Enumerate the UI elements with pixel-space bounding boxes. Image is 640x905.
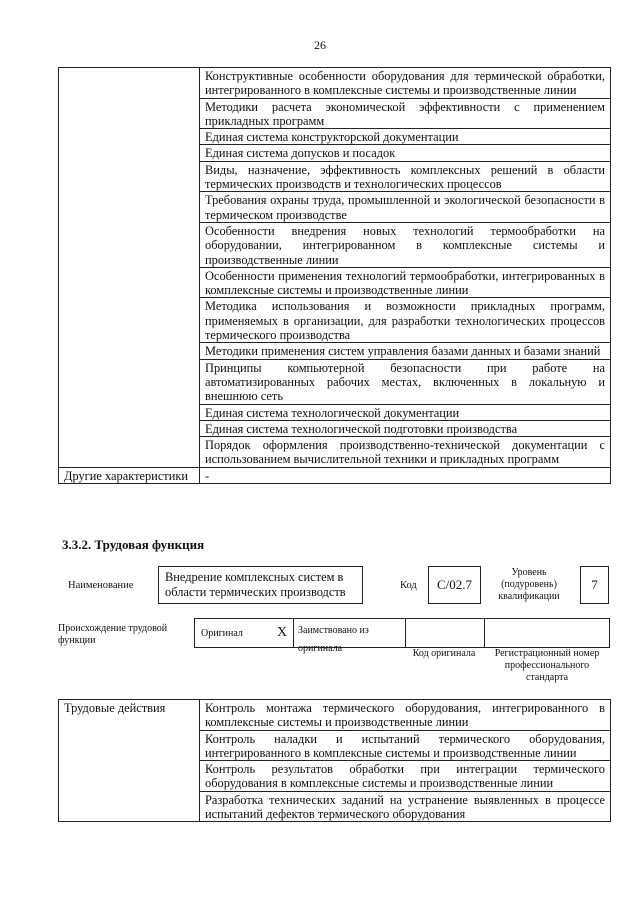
knowledge-label-cell xyxy=(59,68,200,468)
level-label: Уровень (подуровень) квалификации xyxy=(498,567,560,602)
section-heading: 3.3.2. Трудовая функция xyxy=(62,537,205,552)
table-row xyxy=(59,68,611,99)
labor-action-item: Контроль результатов обработки при интеграции термического оборудования в комплексные системы и производственные линии xyxy=(200,761,611,792)
actions-table-body xyxy=(59,700,611,822)
knowledge-item: Особенности применения технологий термообработки, интегрированных в комплексные системы и производственные линии xyxy=(200,267,611,298)
original-box xyxy=(194,618,294,648)
knowledge-item: - xyxy=(200,467,611,483)
labor-actions-label: Трудовые действия xyxy=(59,700,200,822)
table-row xyxy=(59,467,611,483)
knowledge-item: Единая система конструкторской документации xyxy=(200,129,611,145)
table-row xyxy=(59,700,611,731)
function-code-box: C/02.7 xyxy=(428,566,481,604)
knowledge-table-body xyxy=(59,68,611,484)
knowledge-item: Требования охраны труда, промышленной и экологической безопасности в термическом производстве xyxy=(200,192,611,223)
borrowed-label: Заимствовано из оригинала xyxy=(298,625,369,654)
knowledge-item: Единая система технологической документации xyxy=(200,404,611,420)
origin-code-caption: Код оригинала xyxy=(412,648,476,659)
borrowed-box xyxy=(293,618,406,654)
page-number: 26 xyxy=(314,38,326,52)
knowledge-item: Методики расчета экономической эффективности с применением прикладных программ xyxy=(200,98,611,129)
origin-code-box xyxy=(405,618,485,648)
knowledge-table xyxy=(58,67,611,484)
code-label: Код xyxy=(400,580,417,591)
knowledge-item: Принципы компьютерной безопасности при работе на автоматизированных рабочих местах, включенных в локальную и внешнюю сеть xyxy=(200,359,611,404)
knowledge-item: Порядок оформления производственно-технической документации с использованием вычислительной техники и прикладных программ xyxy=(200,437,611,468)
other-characteristics-label: Другие характеристики xyxy=(59,467,200,483)
actions-table xyxy=(58,699,611,822)
function-name-box: Внедрение комплексных систем в области термических производств xyxy=(158,566,363,604)
name-label: Наименование xyxy=(68,580,134,591)
labor-action-item: Контроль наладки и испытаний термического оборудования, интегрированного в комплексные системы и производственные линии xyxy=(200,730,611,761)
qualification-level-box: 7 xyxy=(580,566,609,604)
registration-number-caption: Регистрационный номер профессионального стандарта xyxy=(494,648,600,683)
registration-number-box xyxy=(484,618,610,648)
origin-label: Происхождение трудовой функции xyxy=(58,623,168,646)
knowledge-item: Методика использования и возможности прикладных программ, применяемых в организации, для разработки технологических процессов термического производства xyxy=(200,298,611,343)
original-mark: X xyxy=(277,625,288,640)
knowledge-item: Конструктивные особенности оборудования для термической обработки, интегрированного в комплексные системы и производственные линии xyxy=(200,68,611,99)
knowledge-item: Единая система допусков и посадок xyxy=(200,145,611,161)
knowledge-item: Методики применения систем управления базами данных и базами знаний xyxy=(200,343,611,359)
original-label: Оригинал xyxy=(201,628,243,639)
labor-action-item: Разработка технических заданий на устранение выявленных в процессе испытаний дефектов термического оборудования xyxy=(200,791,611,822)
labor-action-item: Контроль монтажа термического оборудования, интегрированного в комплексные системы и производственные линии xyxy=(200,700,611,731)
knowledge-item: Виды, назначение, эффективность комплексных решений в области термических производств и технологических процессов xyxy=(200,161,611,192)
knowledge-item: Особенности внедрения новых технологий термообработки на оборудовании, интегрированном в комплексные системы и производственные линии xyxy=(200,222,611,267)
knowledge-item: Единая система технологической подготовки производства xyxy=(200,420,611,436)
